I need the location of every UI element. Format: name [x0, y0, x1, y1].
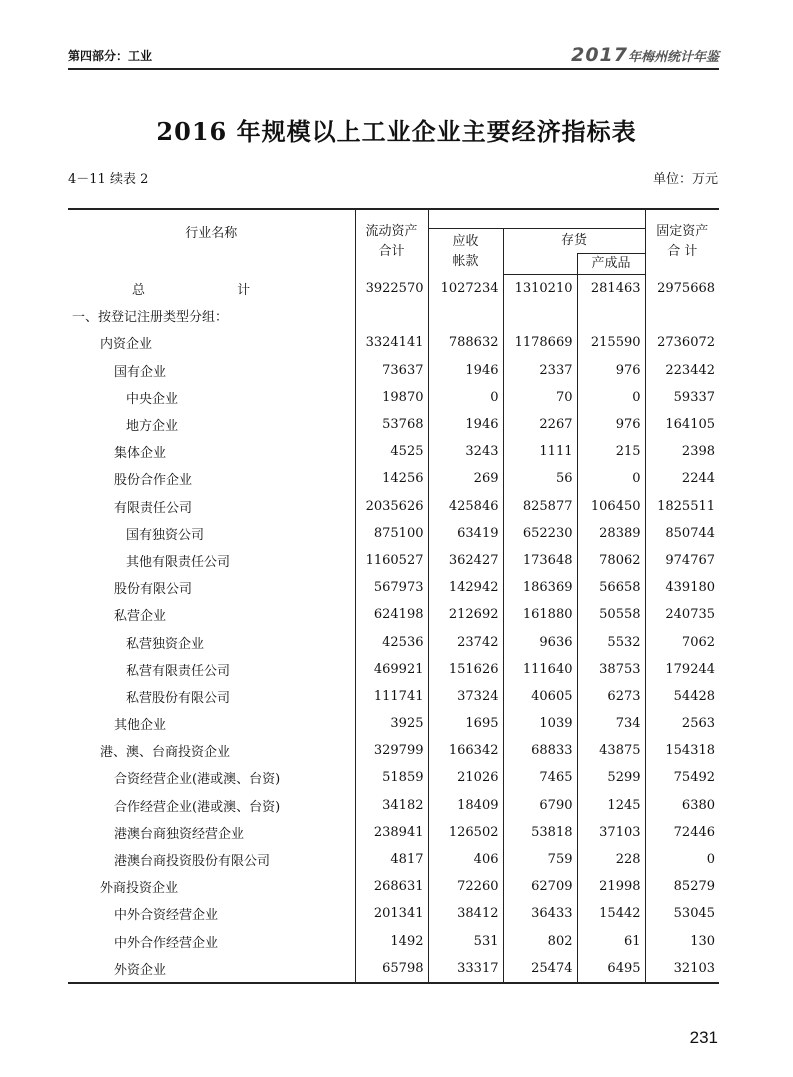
table-row — [68, 493, 719, 520]
page-number: 231 — [689, 1028, 718, 1047]
row-value: 130 — [645, 928, 719, 955]
row-value: 5532 — [577, 628, 645, 655]
table-row — [68, 329, 719, 356]
row-value: 1310210 — [503, 275, 577, 303]
row-value: 28389 — [577, 520, 645, 547]
row-value: 51859 — [355, 764, 428, 791]
row-value: 25474 — [503, 955, 577, 983]
row-value: 15442 — [577, 900, 645, 927]
row-value: 1160527 — [355, 547, 428, 574]
table-row — [68, 357, 719, 384]
row-value: 166342 — [428, 737, 503, 764]
row-value: 1111 — [503, 438, 577, 465]
row-value: 850744 — [645, 520, 719, 547]
row-value: 3922570 — [355, 275, 428, 303]
row-value: 802 — [503, 928, 577, 955]
row-name: 私营股份有限公司 — [126, 690, 231, 706]
row-value: 78062 — [577, 547, 645, 574]
table-row — [68, 900, 719, 927]
row-value: 2035626 — [355, 493, 428, 520]
row-value: 56658 — [577, 574, 645, 601]
row-value: 59337 — [645, 384, 719, 411]
row-value: 164105 — [645, 411, 719, 438]
table-row — [68, 465, 719, 492]
row-value: 215 — [577, 438, 645, 465]
table-row — [68, 928, 719, 955]
row-value: 1027234 — [428, 275, 503, 303]
unit-label: 单位：万元 — [652, 172, 718, 187]
table-row — [68, 302, 719, 329]
row-value: 875100 — [355, 520, 428, 547]
table-row — [68, 873, 719, 900]
row-value: 212692 — [428, 601, 503, 628]
row-value: 40605 — [503, 683, 577, 710]
row-value: 567973 — [355, 574, 428, 601]
row-value: 2736072 — [645, 329, 719, 356]
table-row — [68, 846, 719, 873]
row-value: 85279 — [645, 873, 719, 900]
row-name: 港、澳、台商投资企业 — [100, 745, 231, 761]
row-value: 215590 — [577, 329, 645, 356]
row-value: 21998 — [577, 873, 645, 900]
row-value: 38753 — [577, 656, 645, 683]
row-value: 56 — [503, 465, 577, 492]
table-row — [68, 601, 719, 628]
row-value: 976 — [577, 411, 645, 438]
row-value: 1178669 — [503, 329, 577, 356]
row-value: 223442 — [645, 357, 719, 384]
row-name: 股份有限公司 — [114, 582, 193, 598]
row-value: 788632 — [428, 329, 503, 356]
page-title: 2016 年规模以上工业企业主要经济指标表 — [156, 117, 637, 146]
row-value: 32103 — [645, 955, 719, 983]
col-header-current-assets-text: 流动资产合计 — [365, 224, 418, 260]
section-label: 第四部分：工业 — [68, 49, 153, 63]
row-value: 36433 — [503, 900, 577, 927]
row-name: 国有企业 — [114, 364, 167, 380]
row-value: 281463 — [577, 275, 645, 303]
row-value — [503, 302, 577, 329]
row-name: 外商投资企业 — [100, 881, 179, 897]
row-value: 53768 — [355, 411, 428, 438]
row-value: 151626 — [428, 656, 503, 683]
row-value — [428, 302, 503, 329]
row-value: 6790 — [503, 792, 577, 819]
row-value: 19870 — [355, 384, 428, 411]
col-header-fixed-assets — [645, 209, 719, 275]
row-value: 73637 — [355, 357, 428, 384]
row-value: 531 — [428, 928, 503, 955]
row-value: 70 — [503, 384, 577, 411]
row-name: 港澳台商投资股份有限公司 — [114, 854, 271, 870]
row-value: 1946 — [428, 357, 503, 384]
row-value: 53045 — [645, 900, 719, 927]
row-value: 4817 — [355, 846, 428, 873]
row-value: 201341 — [355, 900, 428, 927]
row-value — [645, 302, 719, 329]
table-row — [68, 792, 719, 819]
table-number: 4－11 续表 2 — [68, 172, 149, 187]
table-row — [68, 683, 719, 710]
row-name: 有限责任公司 — [114, 500, 193, 516]
row-name: 合作经营企业(港或澳、台资) — [114, 799, 281, 815]
row-value: 7465 — [503, 764, 577, 791]
table-row — [68, 628, 719, 655]
row-value — [355, 302, 428, 329]
row-value: 53818 — [503, 819, 577, 846]
table-body — [68, 275, 719, 983]
table-row — [68, 710, 719, 737]
row-value: 6380 — [645, 792, 719, 819]
row-value: 54428 — [645, 683, 719, 710]
row-name: 股份合作企业 — [114, 473, 193, 489]
indicator-table — [68, 208, 719, 984]
row-value: 1695 — [428, 710, 503, 737]
row-value: 3324141 — [355, 329, 428, 356]
row-value: 72260 — [428, 873, 503, 900]
row-name: 港澳台商独资经营企业 — [114, 826, 245, 842]
table-row — [68, 547, 719, 574]
row-value: 63419 — [428, 520, 503, 547]
row-value: 1492 — [355, 928, 428, 955]
row-value: 228 — [577, 846, 645, 873]
row-value: 0 — [428, 384, 503, 411]
row-value: 1039 — [503, 710, 577, 737]
row-name: 中外合资经营企业 — [114, 908, 219, 924]
row-value: 37324 — [428, 683, 503, 710]
yearbook-year: 2017 — [571, 44, 628, 66]
row-name: 中外合作经营企业 — [114, 935, 219, 951]
col-header-current-assets — [355, 209, 428, 275]
row-value: 37103 — [577, 819, 645, 846]
col-header-inventory-gap — [503, 254, 577, 275]
table-row — [68, 275, 719, 303]
col-header-fixed-assets-text: 固定资产合 计 — [656, 224, 709, 260]
table-row — [68, 574, 719, 601]
row-name: 地方企业 — [126, 419, 179, 435]
row-name: 外资企业 — [68, 955, 355, 983]
row-value: 65798 — [355, 955, 428, 983]
table-row — [68, 411, 719, 438]
row-name: 其他企业 — [114, 718, 167, 734]
row-value: 0 — [645, 846, 719, 873]
row-value — [577, 302, 645, 329]
row-value: 3925 — [355, 710, 428, 737]
row-name: 合资经营企业(港或澳、台资) — [114, 772, 281, 788]
row-name: 内资企业 — [100, 337, 153, 353]
row-value: 4525 — [355, 438, 428, 465]
row-value: 111640 — [503, 656, 577, 683]
row-value: 43875 — [577, 737, 645, 764]
row-value: 406 — [428, 846, 503, 873]
col-header-name: 行业名称 — [68, 209, 355, 275]
row-value: 33317 — [428, 955, 503, 983]
row-value: 268631 — [355, 873, 428, 900]
table-row — [68, 737, 719, 764]
row-value: 75492 — [645, 764, 719, 791]
row-value: 34182 — [355, 792, 428, 819]
row-value: 68833 — [503, 737, 577, 764]
row-value: 186369 — [503, 574, 577, 601]
row-value: 5299 — [577, 764, 645, 791]
col-header-finished-goods: 产成品 — [577, 254, 645, 275]
row-value: 269 — [428, 465, 503, 492]
row-value: 6273 — [577, 683, 645, 710]
row-value: 825877 — [503, 493, 577, 520]
row-value: 2244 — [645, 465, 719, 492]
row-value: 1825511 — [645, 493, 719, 520]
col-header-spacer — [428, 209, 645, 229]
row-value: 329799 — [355, 737, 428, 764]
row-value: 126502 — [428, 819, 503, 846]
row-name: 中央企业 — [126, 391, 179, 407]
row-value: 173648 — [503, 547, 577, 574]
row-value: 72446 — [645, 819, 719, 846]
row-value: 2975668 — [645, 275, 719, 303]
row-value: 469921 — [355, 656, 428, 683]
row-value: 7062 — [645, 628, 719, 655]
row-value: 2267 — [503, 411, 577, 438]
row-value: 759 — [503, 846, 577, 873]
row-value: 425846 — [428, 493, 503, 520]
row-value: 1946 — [428, 411, 503, 438]
row-value: 3243 — [428, 438, 503, 465]
col-header-receivables — [428, 229, 503, 275]
row-value: 161880 — [503, 601, 577, 628]
row-value: 0 — [577, 465, 645, 492]
row-value: 42536 — [355, 628, 428, 655]
row-value: 61 — [577, 928, 645, 955]
row-name: 一、按登记注册类型分组： — [72, 310, 229, 326]
row-value: 154318 — [645, 737, 719, 764]
row-name: 其他有限责任公司 — [126, 554, 231, 570]
row-name: 总 计 — [132, 282, 295, 298]
row-value: 21026 — [428, 764, 503, 791]
yearbook-name: 年梅州统计年鉴 — [627, 50, 719, 65]
row-value: 240735 — [645, 601, 719, 628]
table-row — [68, 656, 719, 683]
row-value: 50558 — [577, 601, 645, 628]
row-name: 私营有限责任公司 — [126, 663, 231, 679]
row-value: 624198 — [355, 601, 428, 628]
running-header — [68, 44, 719, 70]
row-name: 私营独资企业 — [126, 636, 205, 652]
row-value: 652230 — [503, 520, 577, 547]
row-value: 2398 — [645, 438, 719, 465]
row-value: 974767 — [645, 547, 719, 574]
row-value: 14256 — [355, 465, 428, 492]
row-value: 142942 — [428, 574, 503, 601]
row-value: 439180 — [645, 574, 719, 601]
row-value: 23742 — [428, 628, 503, 655]
row-name: 私营企业 — [114, 609, 167, 625]
row-value: 2337 — [503, 357, 577, 384]
table-row — [68, 384, 719, 411]
col-header-inventory: 存货 — [503, 229, 645, 254]
row-value: 6495 — [577, 955, 645, 983]
row-name: 国有独资公司 — [126, 527, 205, 543]
row-value: 1245 — [577, 792, 645, 819]
row-value: 62709 — [503, 873, 577, 900]
col-header-receivables-text: 应收帐款 — [452, 233, 479, 269]
row-value: 179244 — [645, 656, 719, 683]
row-value: 111741 — [355, 683, 428, 710]
row-value: 976 — [577, 357, 645, 384]
table-row — [68, 764, 719, 791]
table-row — [68, 955, 719, 983]
table-row — [68, 520, 719, 547]
table-row — [68, 819, 719, 846]
row-value: 18409 — [428, 792, 503, 819]
row-value: 238941 — [355, 819, 428, 846]
row-value: 38412 — [428, 900, 503, 927]
row-value: 0 — [577, 384, 645, 411]
row-value: 734 — [577, 710, 645, 737]
row-value: 362427 — [428, 547, 503, 574]
row-value: 106450 — [577, 493, 645, 520]
row-value: 9636 — [503, 628, 577, 655]
row-name: 集体企业 — [114, 446, 167, 462]
row-value: 2563 — [645, 710, 719, 737]
table-row — [68, 438, 719, 465]
yearbook-label — [571, 44, 719, 66]
